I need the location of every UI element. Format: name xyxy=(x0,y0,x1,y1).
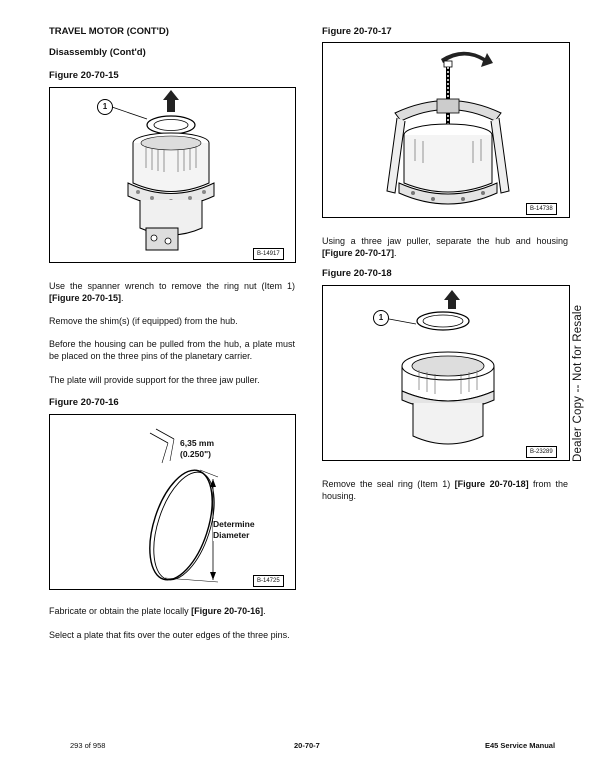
figure-15-id: B-14917 xyxy=(253,248,284,260)
paragraph-shims: Remove the shim(s) (if equipped) from the hub. xyxy=(49,316,238,326)
diameter-label-line1: Determine xyxy=(213,519,255,529)
dealer-copy-watermark: Dealer Copy -- Not for Resale xyxy=(572,304,584,462)
thickness-in: (0.250") xyxy=(180,449,211,459)
section-title: TRAVEL MOTOR (CONT'D) xyxy=(49,26,169,37)
figure-15-caption: Figure 20-70-15 xyxy=(49,70,119,81)
footer-section-page: 20-70-7 xyxy=(294,741,320,750)
figure-18-callout: 1 xyxy=(373,310,389,326)
paragraph-three-jaw-puller-end: . xyxy=(394,248,397,258)
figure-16-reference: [Figure 20-70-16] xyxy=(191,606,264,616)
figure-17-reference: [Figure 20-70-17] xyxy=(322,248,395,258)
paragraph-seal-ring-end: from the housing. xyxy=(322,479,568,501)
figure-15-box xyxy=(49,87,296,263)
plate-dimension-illustration xyxy=(50,415,295,589)
figure-18-id: B-23289 xyxy=(526,446,557,458)
seal-ring-housing-illustration xyxy=(323,286,569,460)
paragraph-seal-ring-text: Remove the seal ring (Item 1) xyxy=(322,479,451,489)
paragraph-select-plate: Select a plate that fits over the outer edges of the three pins. xyxy=(49,630,290,640)
three-jaw-puller-illustration xyxy=(323,43,569,217)
paragraph-three-jaw-puller xyxy=(322,235,568,259)
footer-manual-name: E45 Service Manual xyxy=(485,741,556,750)
figure-16-caption: Figure 20-70-16 xyxy=(49,397,119,408)
paragraph-fabricate-end: . xyxy=(263,606,266,616)
paragraph-seal-ring xyxy=(322,478,568,502)
figure-15-reference: [Figure 20-70-15] xyxy=(49,293,122,303)
footer-page-count: 293 of 958 xyxy=(70,741,106,750)
thickness-mm: 6,35 mm xyxy=(180,438,215,448)
figure-16-box xyxy=(49,414,296,590)
subsection-title: Disassembly (Cont'd) xyxy=(49,47,146,58)
figure-16-id: B-14725 xyxy=(253,575,284,587)
diameter-label xyxy=(213,519,255,541)
figure-18-caption: Figure 20-70-18 xyxy=(322,268,392,279)
thickness-label xyxy=(180,438,214,460)
paragraph-fabricate xyxy=(49,605,295,617)
paragraph-plate: Before the housing can be pulled from the hub, a plate must be placed on the three pins of the planetary carrier. xyxy=(49,339,295,361)
paragraph-fabricate-text: Fabricate or obtain the plate locally xyxy=(49,606,189,616)
paragraph-ring-nut xyxy=(49,280,295,304)
paragraph-ring-nut-end: . xyxy=(121,293,124,303)
figure-18-box xyxy=(322,285,570,461)
figure-17-caption: Figure 20-70-17 xyxy=(322,26,392,37)
figure-17-id: B-14738 xyxy=(526,203,557,215)
figure-18-reference: [Figure 20-70-18] xyxy=(454,479,529,489)
paragraph-three-jaw-puller-text: Using a three jaw puller, separate the hub and housing xyxy=(322,236,568,246)
travel-motor-ring-nut-illustration xyxy=(50,88,295,262)
paragraph-ring-nut-text: Use the spanner wrench to remove the ring nut (Item 1) xyxy=(49,281,295,291)
paragraph-support: The plate will provide support for the three jaw puller. xyxy=(49,375,260,385)
figure-17-box xyxy=(322,42,570,218)
diameter-label-line2: Diameter xyxy=(213,530,250,540)
figure-15-callout: 1 xyxy=(97,99,113,115)
